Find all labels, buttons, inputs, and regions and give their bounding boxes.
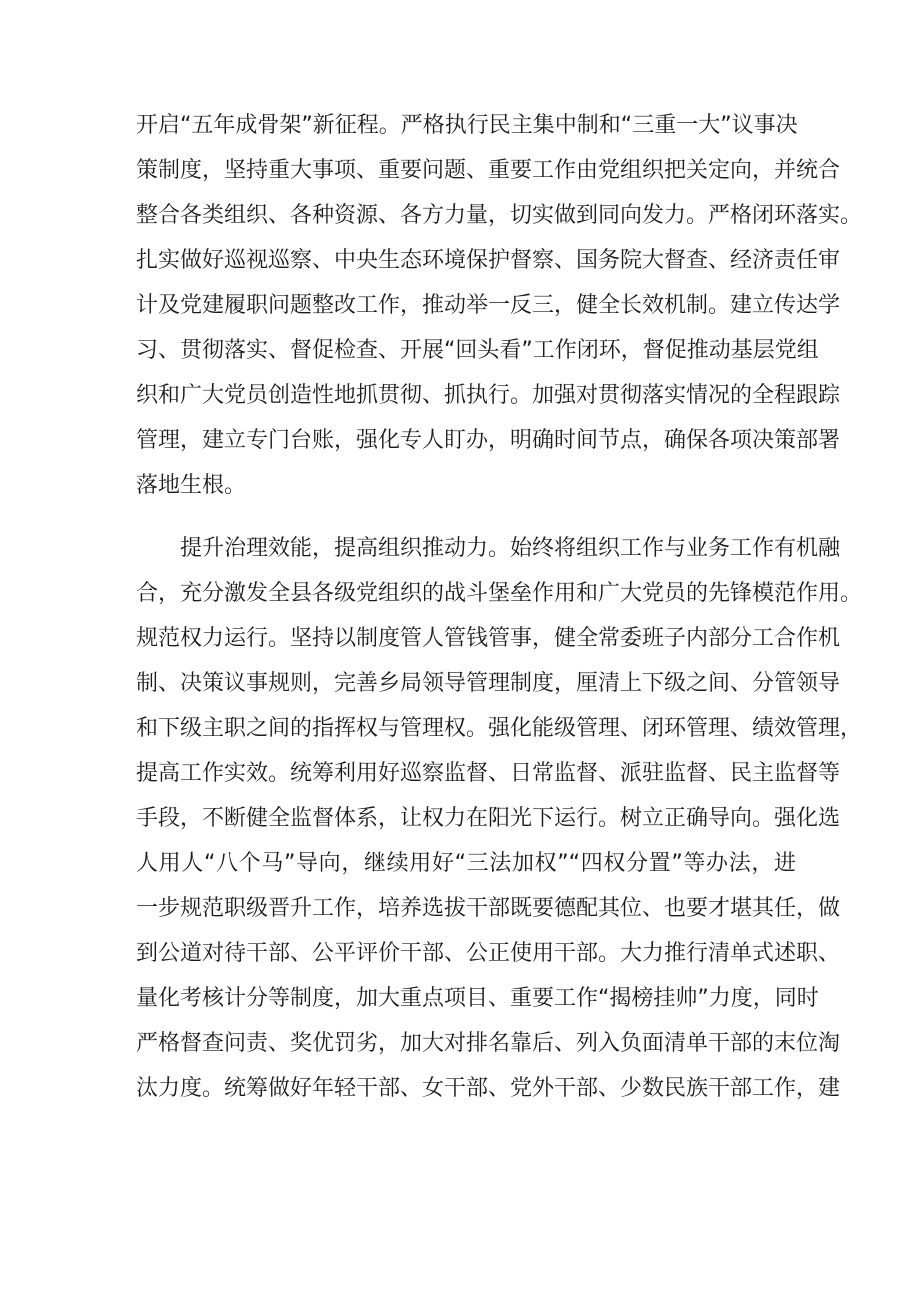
text-line: 落地生根。 <box>136 473 247 498</box>
text-line: 人用人“八个马”导向，继续用好“三法加权”“四权分置”等办法，进 <box>136 851 796 876</box>
text-line: 策制度，坚持重大事项、重要问题、重要工作由党组织把关定向，并统合 <box>136 158 841 183</box>
text-line: 开启“五年成骨架”新征程。严格执行民主集中制和“三重一大”议事决 <box>136 113 798 138</box>
text-line: 严格督查问责、奖优罚劣，加大对排名靠后、列入负面清单干部的末位淘 <box>136 1031 841 1056</box>
text-line: 整合各类组织、各种资源、各方力量，切实做到同向发力。严格闭环落实。 <box>136 203 863 228</box>
text-line: 和下级主职之间的指挥权与管理权。强化能级管理、闭环管理、绩效管理， <box>136 716 863 741</box>
text-line: 规范权力运行。坚持以制度管人管钱管事，健全常委班子内部分工合作机 <box>136 626 841 651</box>
text-line: 管理，建立专门台账，强化专人盯办，明确时间节点，确保各项决策部署 <box>136 428 841 453</box>
text-line: 提升治理效能，提高组织推动力。始终将组织工作与业务工作有机融 <box>180 536 841 561</box>
text-line: 提高工作实效。统筹利用好巡察监督、日常监督、派驻监督、民主监督等 <box>136 761 841 786</box>
text-line: 手段，不断健全监督体系，让权力在阳光下运行。树立正确导向。强化选 <box>136 806 841 831</box>
text-line: 合，充分激发全县各级党组织的战斗堡垒作用和广大党员的先锋模范作用。 <box>136 581 863 606</box>
text-line: 汰力度。统筹做好年轻干部、女干部、党外干部、少数民族干部工作，建 <box>136 1076 841 1101</box>
text-line: 织和广大党员创造性地抓贯彻、抓执行。加强对贯彻落实情况的全程跟踪 <box>136 383 841 408</box>
text-line: 一步规范职级晋升工作，培养选拔干部既要德配其位、也要才堪其任，做 <box>136 896 841 921</box>
text-line: 到公道对待干部、公平评价干部、公正使用干部。大力推行清单式述职、 <box>136 941 841 966</box>
text-line: 习、贯彻落实、督促检查、开展“回头看”工作闭环，督促推动基层党组 <box>136 338 819 363</box>
text-line: 量化考核计分等制度，加大重点项目、重要工作“揭榜挂帅”力度，同时 <box>136 986 819 1011</box>
text-line: 扎实做好巡视巡察、中央生态环境保护督察、国务院大督查、经济责任审 <box>136 248 841 273</box>
text-line: 计及党建履职问题整改工作，推动举一反三，健全长效机制。建立传达学 <box>136 293 841 318</box>
text-line: 制、决策议事规则，完善乡局领导管理制度，厘清上下级之间、分管领导 <box>136 671 841 696</box>
